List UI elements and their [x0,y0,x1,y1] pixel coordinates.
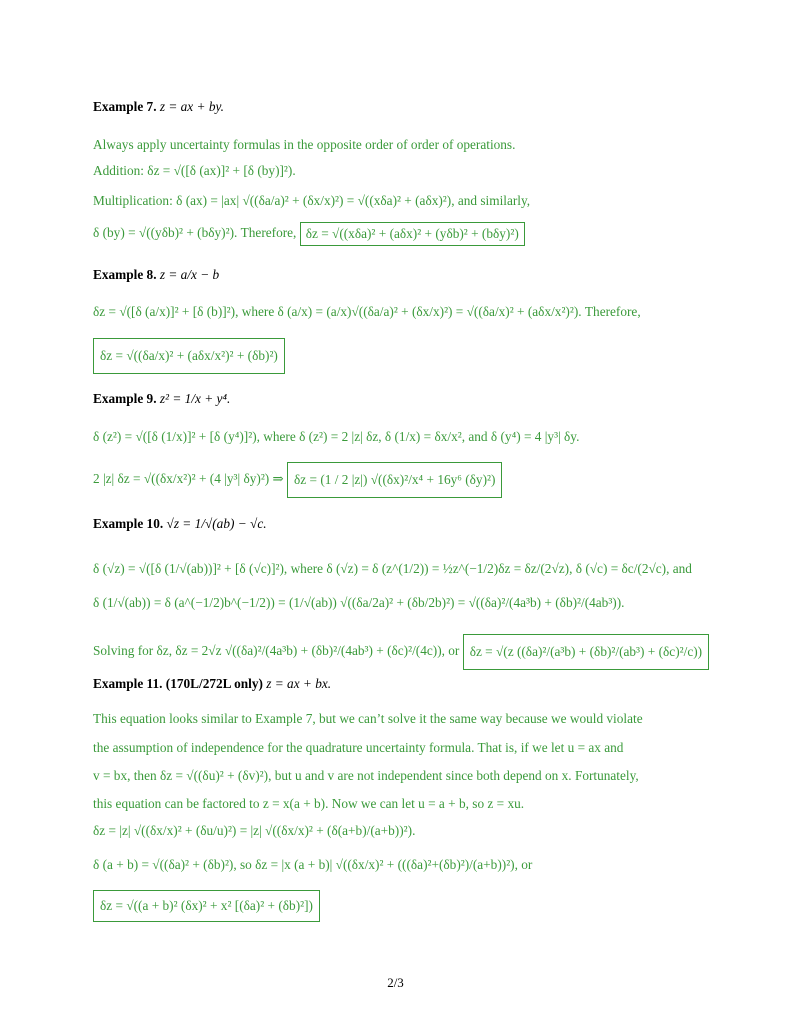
example-7-line-1: Always apply uncertainty formulas in the opposite order of order of operations. [93,137,516,152]
example-9-line-2-text: 2 |z| δz = √((δx/x²)² + (4 |y³| δy)²) ⇒ [93,471,284,487]
example-7-heading-line [93,98,698,116]
example-9-line-1: δ (z²) = √([δ (1/x)]² + [δ (y⁴)]²), where δ (z²) = 2 |z| δz, δ (1/x) = δx/x², and δ (y⁴) = 4 |y³| δy. [93,429,580,444]
example-10-heading-line [93,515,698,533]
example-9-heading: Example 9. [93,391,157,406]
example-7-line-2: Addition: δz = √([δ (ax)]² + [δ (by)]²). [93,163,296,178]
example-8-line-1: δz = √([δ (a/x)]² + [δ (b)]²), where δ (a/x) = (a/x)√((δa/a)² + (δx/x)²) = √((δa/x)² + (aδx/x²)²). Therefore, [93,304,641,319]
example-7-equation: z = ax + by. [159,99,224,114]
example-11-line-5: δz = |z| √((δx/x)² + (δu/u)²) = |z| √((δx/x)² + (δ(a+b)/(a+b))²). [93,823,416,838]
example-11-line-6: δ (a + b) = √((δa)² + (δb)²), so δz = |x (a + b)| √((δx/x)² + (((δa)²+(δb)²)/(a+b))²), or [93,857,533,872]
example-10-line-2: δ (1/√(ab)) = δ (a^(−1/2)b^(−1/2)) = (1/√(ab)) √((δa/2a)² + (δb/2b)²) = √((δa)²/(4a³b) + (δb)²/(4ab³)). [93,595,625,610]
example-11-line-1: This equation looks similar to Example 7, but we can’t solve it the same way because we would violate [93,711,643,726]
example-10-line-3-text: Solving for δz, δz = 2√z √((δa)²/(4a³b) + (δb)²/(4ab³) + (δc)²/(4c)), or [93,643,460,659]
example-7-result-box: δz = √((xδa)² + (aδx)² + (yδb)² + (bδy)²) [300,222,525,246]
example-7-heading: Example 7. [93,99,157,114]
example-10-equation: √z = 1/√(ab) − √c. [166,516,267,531]
example-7-line-4-text: δ (by) = √((yδb)² + (bδy)²). Therefore, [93,225,297,241]
page-number: 2/3 [387,975,404,990]
example-10-line-1: δ (√z) = √([δ (1/√(ab))]² + [δ (√c)]²), where δ (√z) = δ (z^(1/2)) = ½z^(−1/2)δz = δz/(2√z), δ (√c) = δc/(2√c), and [93,561,692,576]
example-11-result-line [93,890,698,922]
example-8-heading-line [93,266,698,284]
example-8-equation: z = a/x − b [159,267,220,282]
example-11-equation: z = ax + bx. [266,676,332,691]
example-8-result-box: δz = √((δa/x)² + (aδx/x²)² + (δb)²) [93,338,285,374]
example-11-line-2: the assumption of independence for the quadrature uncertainty formula. That is, if we let u = ax and [93,740,624,755]
example-8-result-line [93,338,698,374]
example-10-line-3 [93,634,703,670]
example-8-heading: Example 8. [93,267,157,282]
example-11-result-box: δz = √((a + b)² (δx)² + x² [(δa)² + (δb)²]) [93,890,320,922]
example-9-heading-line [93,390,698,408]
example-11-heading: Example 11. (170L/272L only) [93,676,263,691]
example-9-equation: z² = 1/x + y⁴. [159,391,231,406]
example-9-result-box: δz = (1 / 2 |z|) √((δx)²/x⁴ + 16y⁶ (δy)²) [287,462,502,498]
example-10-heading: Example 10. [93,516,164,531]
example-7-line-4 [93,222,698,246]
example-11-line-3: v = bx, then δz = √((δu)² + (δv)²), but u and v are not independent since both depend on x. Fortunately, [93,768,639,783]
example-9-line-2 [93,462,698,498]
example-7-line-3: Multiplication: δ (ax) = |ax| √((δa/a)² + (δx/x)²) = √((xδa)² + (aδx)²), and similarly, [93,193,531,208]
example-10-result-box: δz = √(z ((δa)²/(a³b) + (δb)²/(ab³) + (δc)²/c)) [463,634,709,670]
example-11-line-4: this equation can be factored to z = x(a + b). Now we can let u = a + b, so z = xu. [93,796,525,811]
example-11-heading-line [93,675,698,693]
